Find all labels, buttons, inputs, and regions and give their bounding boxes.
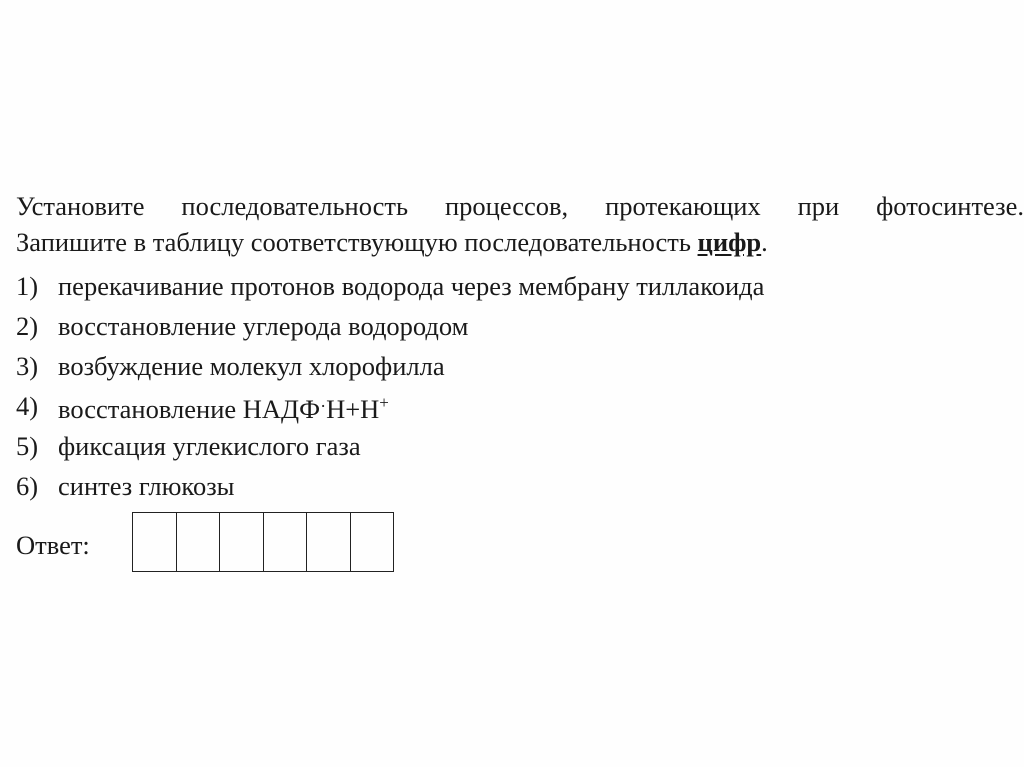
option-number: 4) — [16, 391, 39, 421]
option-number: 2) — [16, 311, 39, 341]
option-text-rest: Н+Н — [326, 394, 380, 424]
answer-cell-4[interactable] — [264, 512, 308, 572]
answer-cell-2[interactable] — [177, 512, 221, 572]
option-text-main: восстановление НАДФ — [58, 394, 321, 424]
task-instructions — [16, 188, 1024, 260]
answer-cell-6[interactable] — [351, 512, 395, 572]
option-text: возбуждение молекул хлорофилла — [58, 351, 445, 381]
answer-cell-1[interactable] — [133, 512, 177, 572]
option-text: фиксация углекислого газа — [58, 431, 361, 461]
options-list — [16, 266, 1024, 506]
instruction-line-2-text: Запишите в таблицу соответствующую последовательность — [16, 227, 698, 257]
option-text: перекачивание протонов водорода через мембрану тиллакоида — [58, 271, 765, 301]
answer-section — [16, 512, 394, 572]
option-text — [58, 386, 389, 426]
task-block — [16, 188, 1024, 506]
option-item-3 — [16, 346, 1024, 386]
option-item-1 — [16, 266, 1024, 306]
instruction-line-1: Установите последовательность процессов, протекающих при фотосинтезе. — [16, 191, 1024, 221]
option-item-4 — [16, 386, 1024, 426]
option-item-6 — [16, 466, 1024, 506]
option-text: синтез глюкозы — [58, 471, 235, 501]
option-number: 1) — [16, 271, 39, 301]
option-number: 3) — [16, 351, 39, 381]
option-item-2 — [16, 306, 1024, 346]
option-text-superscript: + — [379, 393, 389, 413]
option-number: 6) — [16, 471, 39, 501]
answer-cell-5[interactable] — [307, 512, 351, 572]
answer-grid — [132, 512, 394, 572]
answer-label: Ответ: — [16, 530, 90, 560]
option-text-dot: · — [320, 396, 327, 416]
instruction-period: . — [761, 227, 768, 257]
option-text: восстановление углерода водородом — [58, 311, 469, 341]
instruction-emphasis: цифр — [697, 227, 762, 257]
instruction-line-2 — [16, 224, 1024, 260]
answer-cell-3[interactable] — [220, 512, 264, 572]
option-item-5 — [16, 426, 1024, 466]
option-number: 5) — [16, 431, 39, 461]
